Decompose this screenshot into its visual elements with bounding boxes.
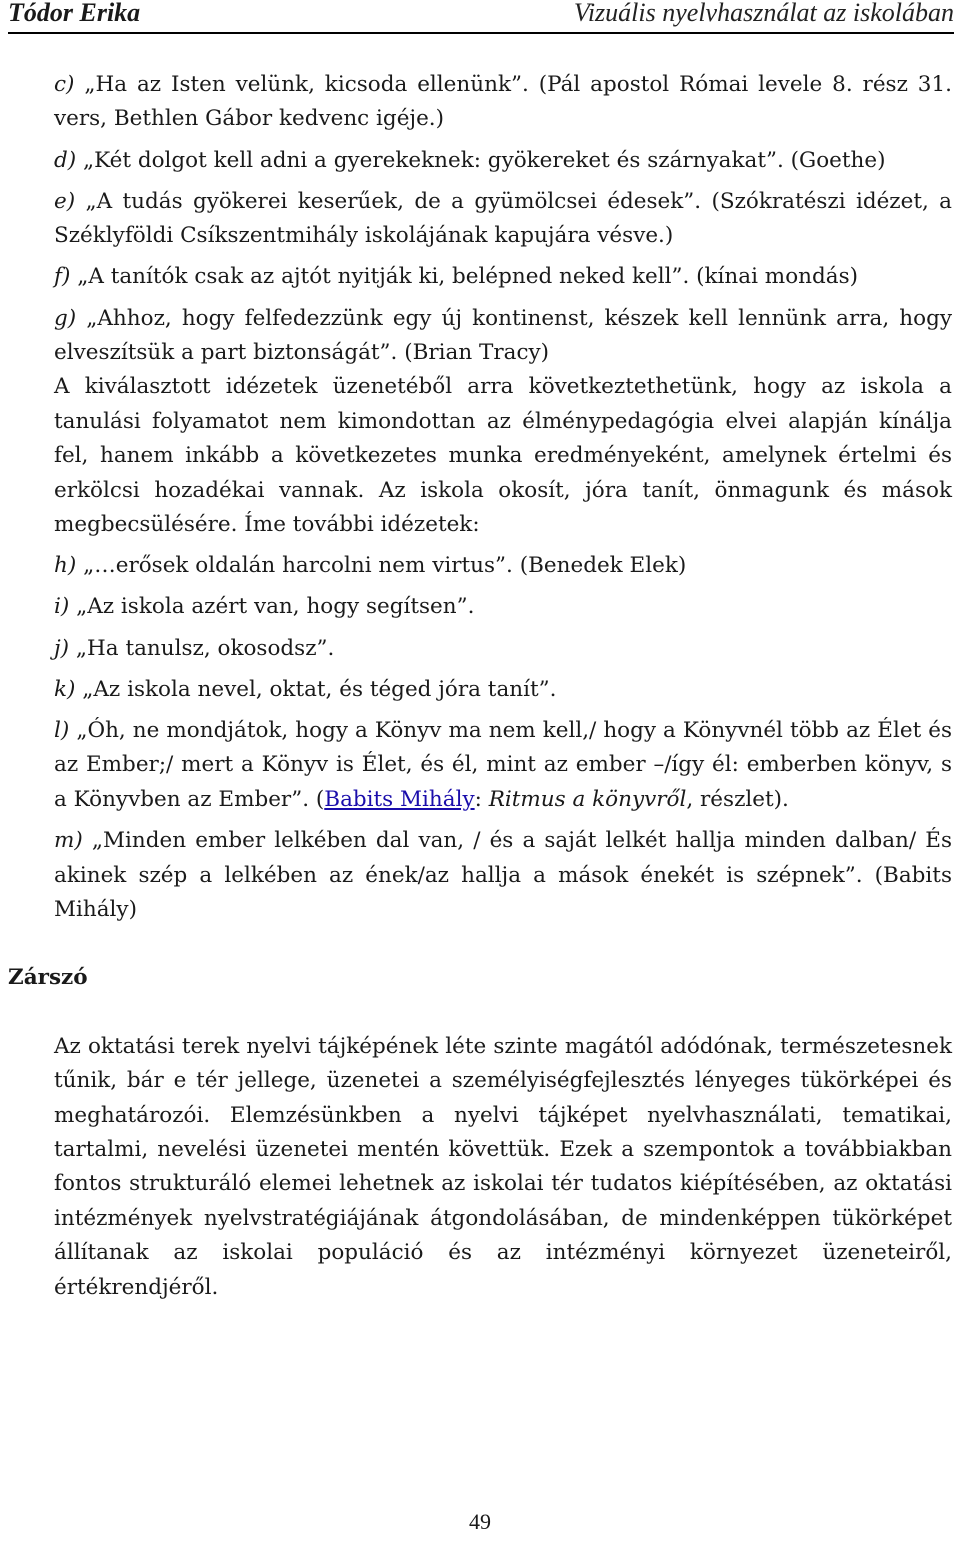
quote-label: e) [54, 188, 76, 214]
quote-m [8, 824, 952, 927]
section-heading: Zárszó [8, 965, 88, 991]
quote-text: „Ahhoz, hogy felfedezzünk egy új kontinenst, készek kell lennünk arra, hogy elveszítsük a part biztonságát”. (Brian Tracy) [54, 305, 953, 366]
quote-label: k) [54, 676, 76, 702]
quote-d [8, 144, 952, 178]
quote-k [8, 673, 952, 707]
header-rule [8, 32, 954, 34]
quote-g [8, 302, 952, 371]
quote-text: „A tudás gyökerei keserűek, de a gyümölcsei édesek”. (Szókratészi idézet, a Széklyföldi Csíkszentmihály iskolájának kapujára vésve.) [54, 188, 952, 249]
quote-l [8, 714, 952, 817]
quote-label: c) [54, 72, 75, 97]
quote-label: j) [54, 635, 70, 661]
quote-i [8, 590, 952, 624]
quote-text: „Ha az Isten velünk, kicsoda ellenünk”. (Pál apostol Római levele 8. rész 31. vers, Bethlen Gábor kedvenc igéje.) [54, 72, 953, 132]
quote-text: „Minden ember lelkében dal van, / és a saját lelkét hallja minden dalban/ És akinek szép a lelkében az ének/az hallja a mások énekét is szépnek”. (Babits Mihály) [54, 828, 952, 922]
quote-text: „Óh, ne mondjátok, hogy a Könyv ma nem kell,/ hogy a Könyvnél több az Élet és az Ember;/ mert a Könyv is Élet, és él, mint az ember –/így él: emberben könyv, s a Könyvben az Ember”. ( [54, 718, 952, 812]
quote-label: h) [54, 553, 77, 579]
quote-h [8, 549, 952, 583]
body-paragraph: A kiválasztott idézetek üzenetéből arra következtethetünk, hogy az iskola a tanulási folyamatot nem kimondottan az élménypedagógia elvei alapján kínálja fel, hanem inkább a következetes munka eredményeként, amelynek értelmi és erkölcsi hozadékai vannak. Az iskola okosít, jóra tanít, önmagunk és mások megbecsülésére. Íme további idézetek: [54, 374, 952, 538]
quote-text: „Az iskola azért van, hogy segítsen”. [76, 594, 475, 620]
author-link[interactable]: Babits Mihály [324, 786, 475, 812]
quote-c [8, 68, 952, 137]
quote-text: „…erősek oldalán harcolni nem virtus”. (Benedek Elek) [83, 553, 687, 579]
quote-label: d) [54, 147, 77, 173]
quote-colon: : [474, 786, 489, 812]
closing-paragraph: Az oktatási terek nyelvi tájképének léte szinte magától adódónak, természetesnek tűnik, bár e tér jellege, üzenetei a személyiségfejlesztés lényeges tükörképei és meghatározói. Elemzésünkben a nyelvi tájképet nyelvhasználati, tematikai, tartalmi, nevelési üzenetei mentén követtük. Ezek a szempontok a továbbiakban fontos strukturáló elemei lehetnek az iskolai tér tudatos kiépítésében, az oktatási intézmények nyelvstratégiájának átgondolásában, de mindenképpen tükörképet állítanak az iskolai populáció és az intézményi környezet üzeneteiről, értékrendjéről. [54, 1033, 952, 1300]
quote-label: i) [54, 594, 70, 620]
quote-text: „Ha tanulsz, okosodsz”. [75, 635, 335, 661]
quote-j [8, 632, 952, 666]
header-title: Vizuális nyelvhasználat az iskolában [573, 0, 954, 27]
quote-label: f) [54, 264, 71, 290]
quote-text: „Két dolgot kell adni a gyerekeknek: gyökereket és szárnyakat”. (Goethe) [83, 147, 886, 173]
page-number: 49 [469, 1509, 491, 1534]
page-header [8, 0, 954, 34]
header-author: Tódor Erika [8, 0, 141, 27]
quote-label: m) [54, 828, 83, 854]
quote-tail: , részlet). [686, 786, 789, 812]
page-body [8, 68, 952, 1305]
quote-label: l) [54, 718, 70, 744]
work-title: Ritmus a könyvről [488, 786, 687, 812]
quote-e [8, 185, 952, 254]
quote-text: „Az iskola nevel, oktat, és téged jóra tanít”. [82, 676, 557, 702]
quote-text: „A tanítók csak az ajtót nyitják ki, belépned neked kell”. (kínai mondás) [77, 264, 858, 290]
quote-f [8, 260, 952, 294]
quote-label: g) [54, 305, 77, 331]
